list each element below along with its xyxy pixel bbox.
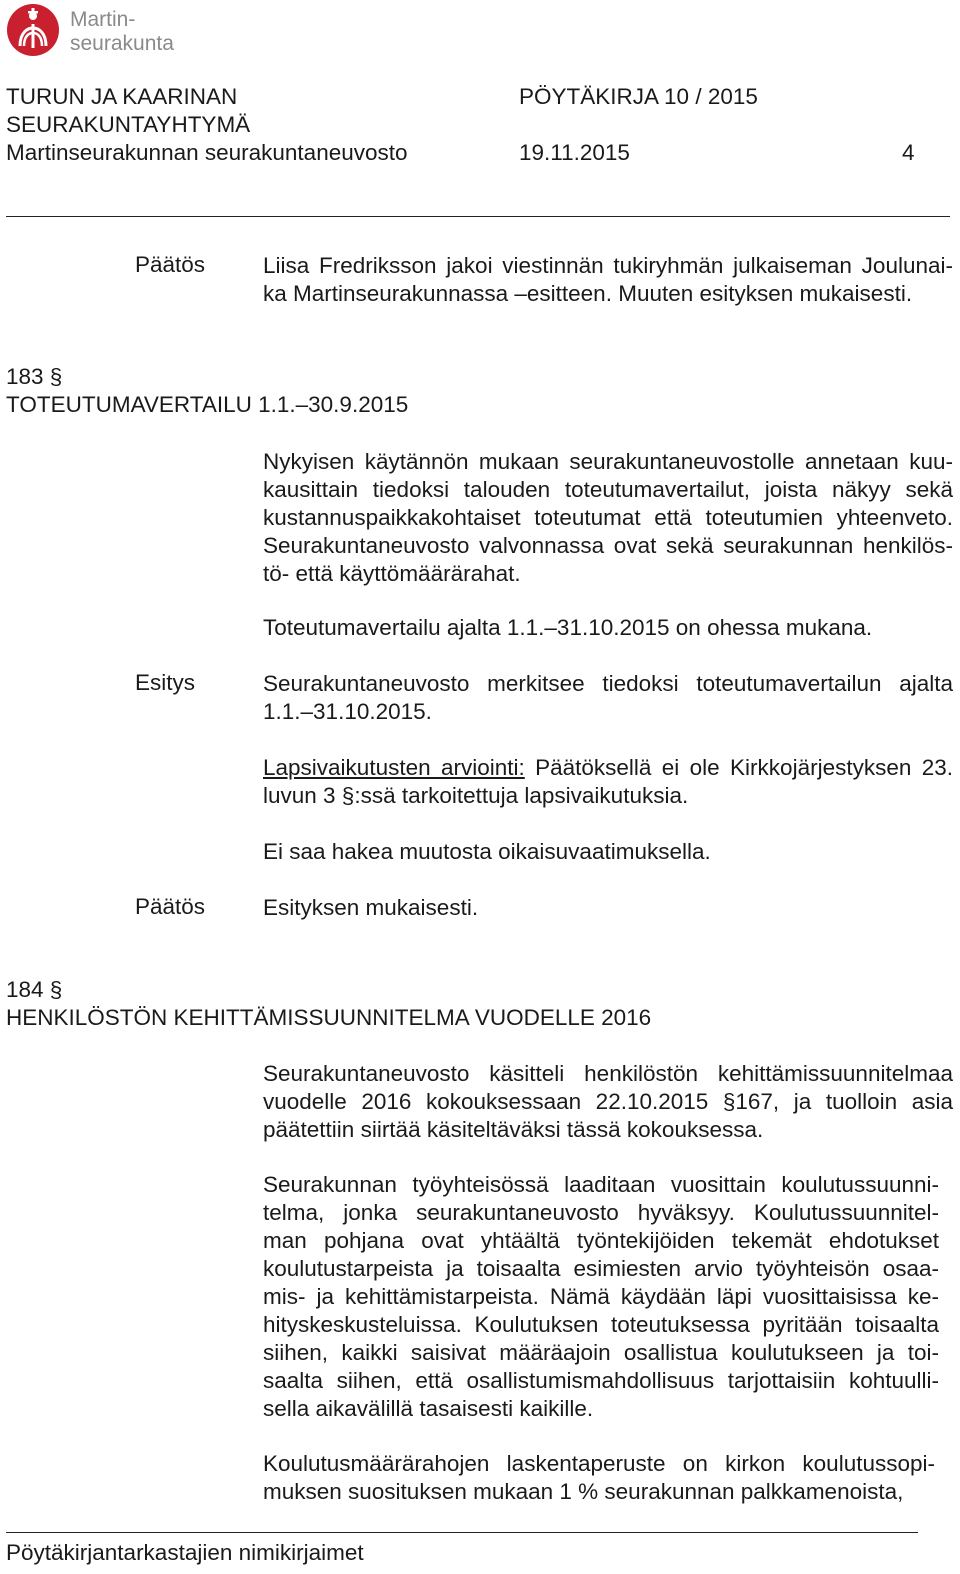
text-line: Seurakuntaneuvosto käsitteli henkilöstön kehittämissuunnitelmaa [263, 1061, 953, 1086]
section-183-number: 183 § [6, 364, 63, 389]
text-line: päätettiin siirtää käsiteltäväksi tässä kokouksessa. [263, 1117, 764, 1142]
section-184-number: 184 § [6, 977, 63, 1002]
text-line: tö- että käyttömäärärahat. [263, 561, 521, 586]
prev-decision-label: Päätös [135, 252, 206, 277]
text-line: siihen, kaikki saisivat määräajoin osallistua koulutukseen ja toi- [263, 1340, 939, 1365]
text-line: ka Martinseurakunnassa –esitteen. Muuten esityksen mukaisesti. [263, 281, 913, 306]
meeting-date: 19.11.2015 [519, 140, 630, 165]
child-impact-text: Päätöksellä ei ole Kirkkojärjestyksen 23. [524, 755, 953, 780]
child-impact-assessment [263, 754, 953, 810]
org-name-line1: TURUN JA KAARINAN [6, 84, 238, 109]
text-line: luvun 3 §:ssä tarkoitettuja lapsivaikutuksia. [263, 783, 689, 808]
text-line: koulutustarpeista ja toisaalta esimiesten arvio työyhteisön osaa- [263, 1256, 939, 1281]
text-line: sella aikavälillä tasaisesti kaikille. [263, 1396, 594, 1421]
section-184-paragraph-1 [263, 1060, 953, 1144]
footer-text: Pöytäkirjantarkastajien nimikirjaimet [6, 1540, 364, 1565]
text-line: Seurakuntaneuvosto merkitsee tiedoksi toteutumavertailun ajalta [263, 671, 953, 696]
body-name: Martinseurakunnan seurakuntaneuvosto [6, 140, 408, 165]
section-183-title: TOTEUTUMAVERTAILU 1.1.–30.9.2015 [6, 392, 409, 417]
section-184-paragraph-2 [263, 1171, 939, 1423]
decision-label: Päätös [135, 894, 206, 919]
header-divider [6, 216, 950, 217]
text-line: mis- ja kehittämistarpeista. Nämä käydään läpi vuosittaisissa ke- [263, 1284, 939, 1309]
text-line: kustannuspaikkakohtaiset toteutumat että toteutumien yhteenveto. [263, 505, 953, 530]
text-line: man pohjana ovat yhtäältä työntekijöiden tekemät ehdotukset [263, 1228, 939, 1253]
org-name-line2: SEURAKUNTAYHTYMÄ [6, 112, 251, 137]
proposal-text [263, 670, 953, 726]
doc-title: PÖYTÄKIRJA 10 / 2015 [519, 84, 758, 109]
text-line: vuodelle 2016 kokouksessaan 22.10.2015 §167, ja tuolloin asia [263, 1089, 953, 1114]
section-183-paragraph-2: Toteutumavertailu ajalta 1.1.–31.10.2015 on ohessa mukana. [263, 615, 873, 640]
page-number: 4 [902, 140, 915, 165]
section-184-paragraph-3 [263, 1450, 935, 1506]
appeal-notice: Ei saa hakea muutosta oikaisuvaatimuksella. [263, 839, 711, 864]
text-line: saalta siihen, että osallistumismahdollisuus tarjottaisiin kohtuulli- [263, 1368, 939, 1393]
prev-decision-text [263, 252, 953, 308]
parish-logo [6, 2, 196, 58]
text-line: hityskeskusteluissa. Koulutuksen toteutuksessa pyritään toisaalta [263, 1312, 939, 1337]
text-line: Koulutusmäärärahojen laskentaperuste on kirkon koulutussopi- [263, 1451, 935, 1476]
text-line: kausittain tiedoksi talouden toteutumavertailut, joista näkyy sekä [263, 477, 953, 502]
logo-line1: Martin- [70, 8, 136, 31]
decision-text: Esityksen mukaisesti. [263, 895, 479, 920]
text-line: Seurakuntaneuvosto valvonnassa ovat sekä seurakunnan henkilös- [263, 533, 953, 558]
footer-divider [6, 1532, 918, 1533]
text-line: Nykyisen käytännön mukaan seurakuntaneuvostolle annetaan kuu- [263, 449, 953, 474]
parish-emblem-icon [6, 2, 62, 58]
text-line: 1.1.–31.10.2015. [263, 699, 432, 724]
section-183-paragraph-1 [263, 448, 953, 588]
logo-text [70, 8, 174, 56]
logo-line2: seurakunta [70, 32, 174, 55]
text-line: telma, jonka seurakuntaneuvosto hyväksyy. Koulutussuunnitel- [263, 1200, 939, 1225]
text-line: Liisa Fredriksson jakoi viestinnän tukiryhmän julkaiseman Joulunai- [263, 253, 953, 278]
child-impact-label: Lapsivaikutusten arviointi: [263, 755, 525, 780]
text-line: Seurakunnan työyhteisössä laaditaan vuosittain koulutussuunni- [263, 1172, 939, 1197]
proposal-label: Esitys [135, 670, 196, 695]
text-line [263, 754, 953, 782]
text-line: muksen suosituksen mukaan 1 % seurakunnan palkkamenoista, [263, 1479, 904, 1504]
section-184-title: HENKILÖSTÖN KEHITTÄMISSUUNNITELMA VUODELLE 2016 [6, 1005, 652, 1030]
